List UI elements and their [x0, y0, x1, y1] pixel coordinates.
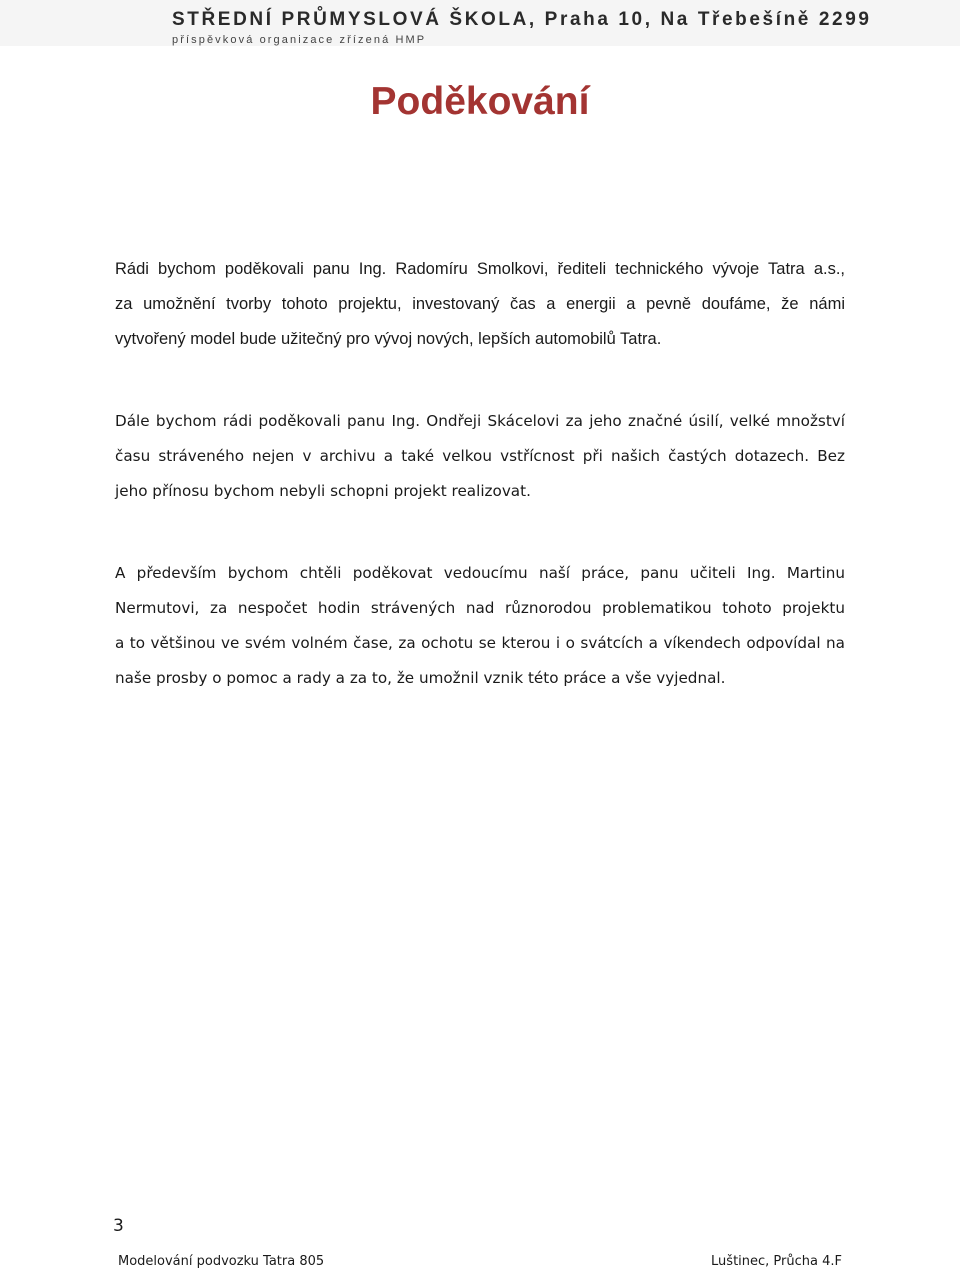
paragraph-line: za umožnění tvorby tohoto projektu, investovaný čas a energii a pevně doufáme, že námi	[115, 295, 845, 313]
paragraph-skacel	[115, 404, 845, 509]
paragraph-line: jeho přínosu bychom nebyli schopni projekt realizovat.	[115, 482, 531, 500]
school-name: STŘEDNÍ PRŮMYSLOVÁ ŠKOLA, Praha 10, Na Třebešíně 2299	[172, 9, 872, 30]
page-title: Poděkování	[370, 80, 590, 123]
paragraph-line: Dále bychom rádi poděkovali panu Ing. Ondřeji Skácelovi za jeho značné úsilí, velké množství	[115, 412, 845, 430]
paragraph-line: Rádi bychom poděkovali panu Ing. Radomíru Smolkovi, řediteli technického vývoje Tatra a.s.,	[115, 260, 845, 278]
school-subtitle: příspěvková organizace zřízená HMP	[172, 34, 427, 46]
footer-authors: Luštinec, Průcha 4.F	[711, 1254, 842, 1269]
footer-project-title: Modelování podvozku Tatra 805	[118, 1254, 325, 1269]
paragraph-smolka	[115, 252, 845, 357]
paragraph-nermut	[115, 556, 845, 696]
paragraph-line: času stráveného nejen v archivu a také velkou vstřícnost při našich častých dotazech. Bez	[115, 447, 845, 465]
page-header	[0, 0, 960, 46]
paragraph-line: a to většinou ve svém volném čase, za ochotu se kterou i o svátcích a víkendech odpovídal na	[115, 634, 845, 652]
paragraph-line: vytvořený model bude užitečný pro vývoj nových, lepších automobilů Tatra.	[115, 330, 662, 348]
paragraph-line: A především bychom chtěli poděkovat vedoucímu naší práce, panu učiteli Ing. Martinu	[115, 564, 845, 582]
paragraph-line: Nermutovi, za nespočet hodin strávených nad různorodou problematikou tohoto projektu	[115, 599, 845, 617]
paragraph-line: naše prosby o pomoc a rady a za to, že umožnil vznik této práce a vše vyjednal.	[115, 669, 726, 687]
page-number: 3	[113, 1216, 124, 1236]
